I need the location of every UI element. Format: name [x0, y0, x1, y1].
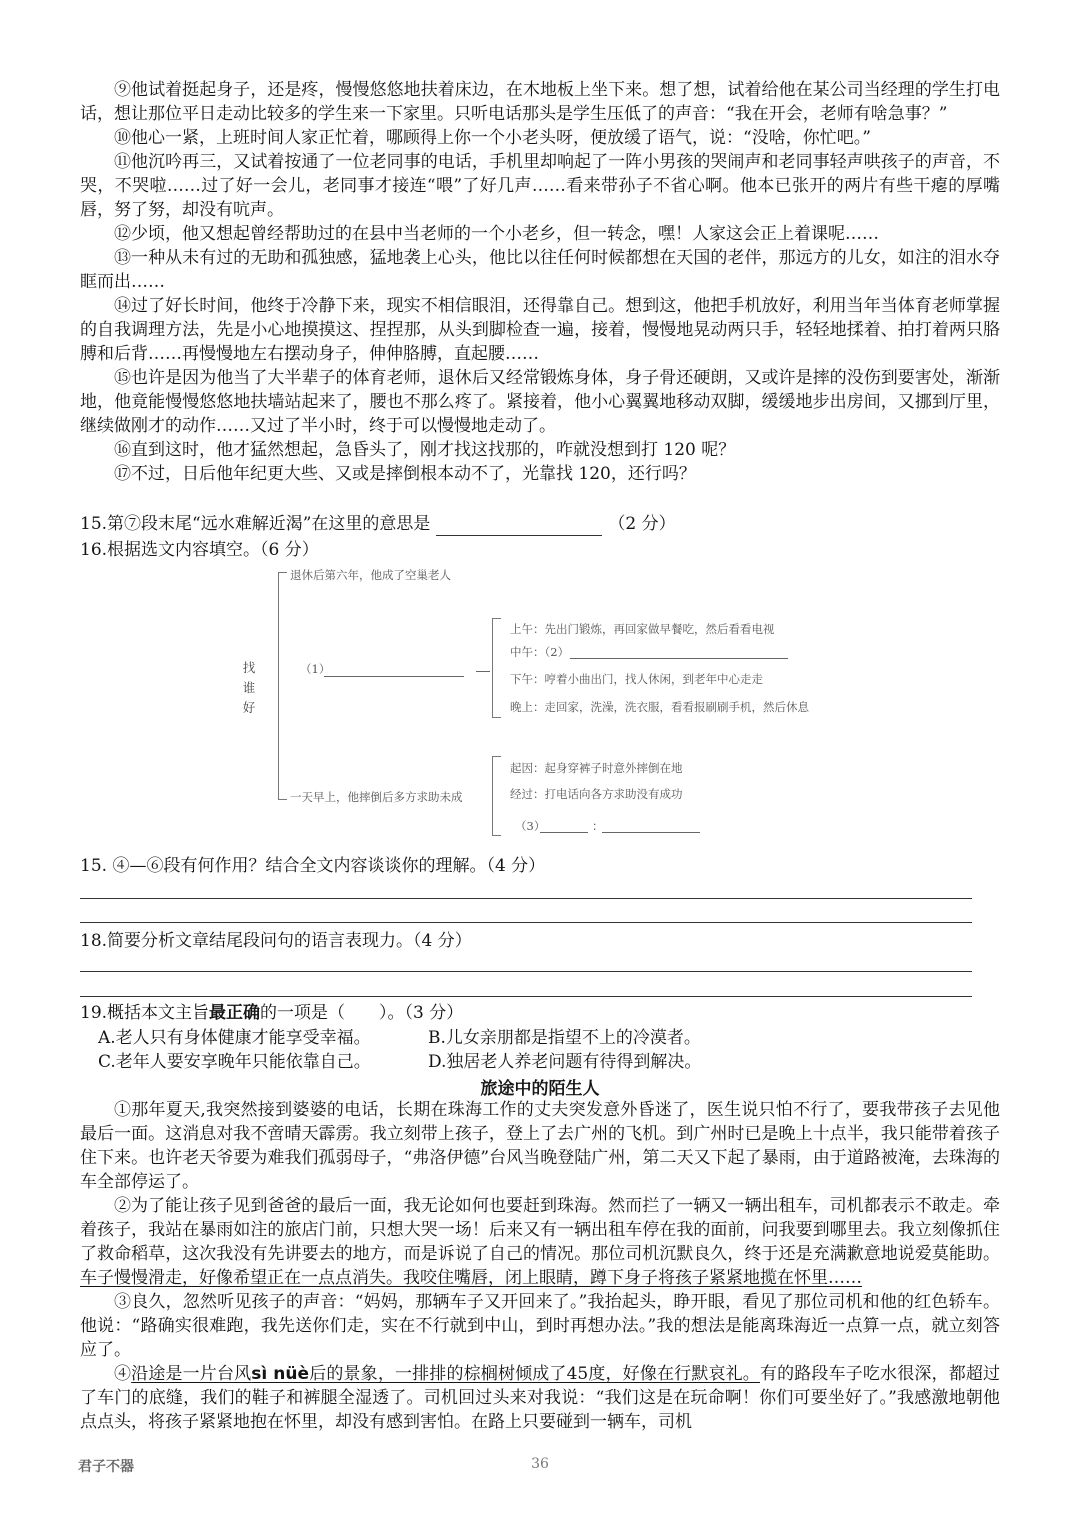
paragraph-17: ⑰不过，日后他年纪更大些、又或是摔倒根本动不了，光靠找 120，还行吗？ [114, 464, 696, 484]
paragraph-9: ⑨他试着挺起身子，还是疼，慢慢悠悠地扶着床边，在木地板上坐下来。想了想，试着给他在某公司当经理的学生打电话，想让那位平日走动比较多的学生来一下家里。只听电话那头是学生压低了的声音：“我在开会，老师有啥急事？” [80, 80, 1000, 124]
story-paragraph-2-underlined: 车子慢慢滑走，好像希望正在一点点消失。我咬住嘴唇，闭上眼睛，蹲下身子将孩子紧紧地揽在怀里…… [80, 1268, 862, 1288]
schedule-evening: 晚上：走回家，洗澡，洗衣服，看看报刷刷手机，然后休息 [510, 700, 809, 714]
paragraph-14: ⑭过了好长时间，他终于冷静下来，现实不相信眼泪，还得靠自己。想到这，他把手机放好，利用当年当体育老师掌握的自我调理方法，先是小心地摸摸这、捏捏那，从头到脚检查一遍，接着，慢慢地晃动两只手，轻轻地揉着、拍打着两只胳膊和后背……再慢慢地左右摆动身子，伸伸胳膊，直起腰…… [80, 296, 1000, 364]
question-19-post: 的一项是（ ）。（3 分） [260, 1003, 464, 1023]
schedule-afternoon: 下午：哼着小曲出门，找人休闲，到老年中心走走 [510, 672, 763, 686]
paragraph-16: ⑯直到这时，他才猛然想起，急昏头了，刚才找这找那的，咋就没想到打 120 呢？ [114, 440, 736, 460]
option-c[interactable]: C.老年人要安享晚年只能依靠自己。 [98, 1052, 371, 1072]
connector-line [476, 671, 490, 672]
side-label-1: 找 [242, 660, 256, 675]
blank-1-line[interactable] [324, 676, 464, 677]
footer-brand: 君子不器 [78, 1459, 134, 1475]
event-process: 经过：打电话向各方求助没有成功 [510, 787, 683, 801]
top-item: 退休后第六年，他成了空巢老人 [290, 568, 451, 582]
side-label-3: 好 [242, 700, 256, 715]
page-number: 36 [531, 1456, 549, 1472]
story-paragraph-1: ①那年夏天,我突然接到婆婆的电话，长期在珠海工作的丈夫突发意外昏迷了，医生说只怕不行了，要我带孩子去见他最后一面。这消息对我不啻晴天霹雳。我立刻带上孩子，登上了去广州的飞机。到广州时已是晚上十点半，我只能带着孩子住下来。也许老天爷要为难我们孤弱母子，“弗洛伊德”台风当晚登陆广州，第二天又下起了暴雨，由于道路被淹，去珠海的车全部停运了。 [80, 1100, 1000, 1192]
option-b[interactable]: B.儿女亲朋都是指望不上的冷漠者。 [428, 1028, 701, 1048]
paragraph-12: ⑫少顷，他又想起曾经帮助过的在县中当老师的一个小老乡，但一转念，嘿！人家这会正上着课呢…… [114, 224, 879, 244]
blank-3-line-a[interactable] [540, 832, 588, 833]
story-paragraph-4-underlined-a: 沿途是一片台风 [131, 1364, 252, 1384]
story-paragraph-4-underlined-b: 后的景象，一排排的棕榈树倾成了45度，好像在行默哀礼。 [309, 1364, 760, 1384]
question-19-options-row2 [80, 1050, 1018, 1074]
question-15a [80, 512, 1000, 536]
answer-line-15b-1[interactable] [80, 898, 972, 899]
question-15a-text: 15.第⑦段末尾“远水难解近渴”在这里的意思是 [80, 514, 431, 534]
schedule-bracket [492, 618, 501, 718]
side-label-2: 谁 [242, 680, 256, 695]
story-paragraph-2-text: ②为了能让孩子见到爸爸的最后一面，我无论如何也要赶到珠海。然而拦了一辆又一辆出租车，司机都表示不敢走。牵着孩子，我站在暴雨如注的旅店门前，只想大哭一场！后来又有一辆出租车停在我的面前，问我要到哪里去。我立刻像抓住了救命稻草，这次我没有先讲要去的地方，而是诉说了自己的情况。那位司机沉默良久，终于还是充满歉意地说爱莫能助。 [80, 1196, 1000, 1264]
question-19-options-row1 [80, 1026, 1018, 1050]
story-paragraphs-top [80, 78, 1000, 486]
paragraph-15: ⑮也许是因为他当了大半辈子的体育老师，退休后又经常锻炼身体，身子骨还硬朗，又或许是摔的没伤到要害处，渐渐地，他竟能慢慢悠悠地扶墙站起来了，腰也不那么疼了。紧接着，他小心翼翼地移动双脚，缓缓地步出房间，又挪到厅里，继续做刚才的动作……又过了半小时，终于可以慢慢地走动了。 [80, 368, 1000, 436]
question-16: 16.根据选文内容填空。（6 分） [80, 540, 319, 560]
blank-1-label: （1） [300, 662, 331, 676]
schedule-noon: 中午：（2） [510, 645, 570, 659]
answer-line-18-2[interactable] [80, 996, 972, 997]
paragraph-11: ⑪他沉吟再三，又试着按通了一位老同事的电话，手机里却响起了一阵小男孩的哭闹声和老同事轻声哄孩子的声音，不哭，不哭啦……过了好一会儿，老同事才接连“喂”了好几声……看来带孙子不省心啊。他本已张开的两片有些干瘪的厚嘴唇，努了努，却没有吭声。 [80, 152, 1000, 220]
bottom-item: 一天早上，他摔倒后多方求助未成 [290, 790, 463, 804]
answer-line-18-1[interactable] [80, 971, 972, 972]
main-bracket [278, 572, 287, 800]
answer-line-15b-2[interactable] [80, 922, 972, 923]
schedule-morning: 上午：先出门锻炼，再回家做早餐吃，然后看看电视 [510, 622, 775, 636]
answer-blank-15a[interactable] [436, 519, 602, 536]
question-19 [80, 1001, 1000, 1025]
blank-3-colon: ： [592, 819, 604, 833]
blank-3-label: （3） [515, 819, 546, 833]
story-title: 旅途中的陌生人 [480, 1079, 600, 1099]
question-15a-score: （2 分） [608, 514, 676, 534]
paragraph-13: ⑬一种从未有过的无助和孤独感，猛地袭上心头，他比以往任何时候都想在天国的老伴，那远方的儿女，如注的泪水夺眶而出…… [80, 248, 1000, 292]
story-paragraph-4-pinyin: sì nüè [251, 1364, 310, 1384]
story-paragraph-3: ③良久，忽然听见孩子的声音：“妈妈，那辆车子又开回来了。”我抬起头，睁开眼，看见了那位司机和他的红色轿车。他说：“路确实很难跑，我先送你们走，实在不行就到中山，到时再想办法。”我的想法是能离珠海近一点算一点，就立刻答应了。 [80, 1292, 1000, 1360]
story-body [80, 1098, 1000, 1434]
question-15b: 15. ④—⑥段有何作用？结合全文内容谈谈你的理解。（4 分） [80, 856, 546, 876]
story-paragraph-4-number: ④ [114, 1364, 132, 1384]
events-bracket [492, 756, 501, 836]
question-18: 18.简要分析文章结尾段问句的语言表现力。（4 分） [80, 931, 472, 951]
blank-3-line-b[interactable] [602, 832, 700, 833]
blank-2-line[interactable] [570, 658, 788, 659]
option-d[interactable]: D.独居老人养老问题有待得到解决。 [428, 1052, 702, 1072]
story-paragraph-2 [80, 1194, 1000, 1290]
event-cause: 起因：起身穿裤子时意外摔倒在地 [510, 761, 683, 775]
story-paragraph-4 [80, 1362, 1000, 1434]
paragraph-10: ⑩他心一紧，上班时间人家正忙着，哪顾得上你一个小老头呀，便放缓了语气，说：“没啥，你忙吧。” [114, 128, 871, 148]
structure-diagram [230, 560, 880, 845]
story-paragraph-4-text: 有的路段车子吃水很深，都超过了车门的底缝，我们的鞋子和裤腿全湿透了。司机回过头来对我说：“我们这是在玩命啊！你们可要坐好了。”我感激地朝他点点头，将孩子紧紧地抱在怀里，却没有感到害怕。在路上只要碰到一辆车，司机 [80, 1364, 1001, 1432]
option-a[interactable]: A.老人只有身体健康才能享受幸福。 [98, 1028, 371, 1048]
question-19-pre: 19.概括本文主旨 [80, 1003, 210, 1023]
question-19-emphasis: 最正确 [209, 1003, 261, 1023]
